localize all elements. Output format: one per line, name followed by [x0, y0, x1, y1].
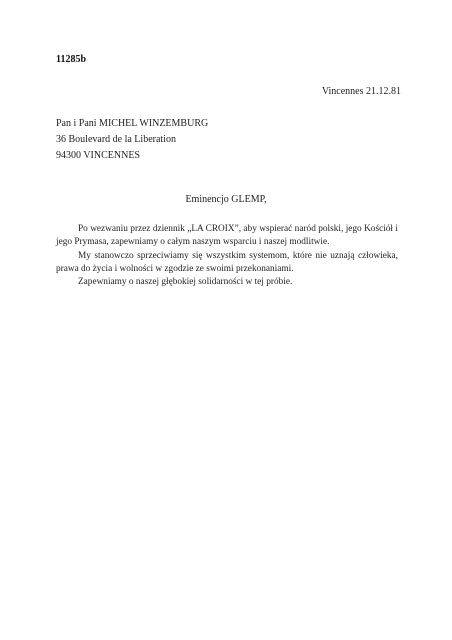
document-reference: 11285b [56, 54, 87, 65]
body-paragraph: Zapewniamy o naszej głębokiej solidarności w tej próbie. [78, 277, 293, 288]
body-paragraph: My stanowczo sprzeciwiamy się wszystkim systemom, które nie uznają człowieka, prawa do życia i wolności w zgodzie ze swoimi przekonaniami. [56, 250, 398, 274]
address-line-city: 94300 VINCENNES [56, 150, 140, 161]
place-date: Vincennes 21.12.81 [321, 86, 401, 97]
salutation: Eminencjo GLEMP, [185, 194, 267, 205]
body-paragraph: Po wezwaniu przez dziennik „LA CROIX”, aby wspierać naród polski, jego Kościół i jego Prymasa, zapewniamy o całym naszym wsparciu i naszej modlitwie. [56, 224, 398, 248]
sender-address [56, 116, 208, 164]
address-line-street: 36 Boulevard de la Liberation [56, 134, 176, 145]
letter-body [56, 223, 398, 289]
address-line-name: Pan i Pani MICHEL WINZEMBURG [56, 118, 209, 129]
